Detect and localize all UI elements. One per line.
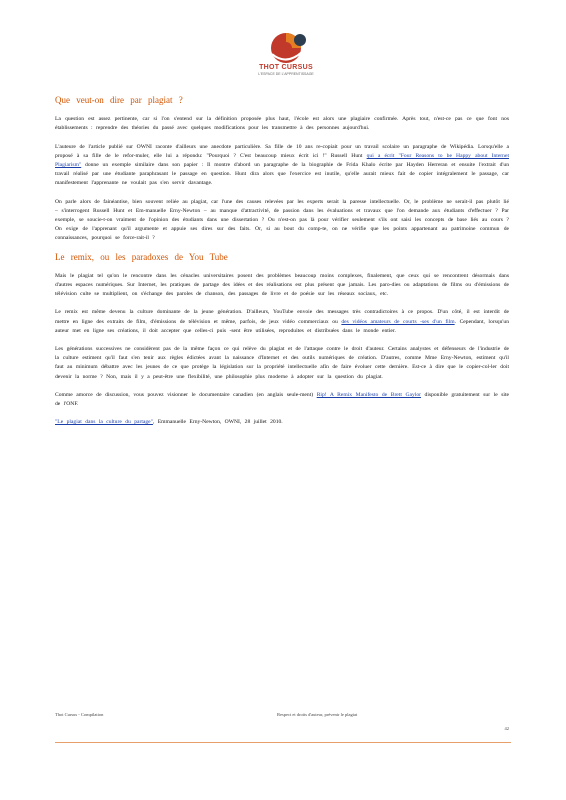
brand-tagline: L'ESPACE DE L'APPRENTISSAGE — [258, 72, 314, 76]
paragraph-text: Comme amorce de discussion, vous pouvez visionner le documentaire canadien (en anglais seule-ment) — [55, 391, 317, 398]
paragraph: On parle alors de fainéantise, bien souvent reliée au plagiat, car l'une des causes relevées par les experts serait la paresse intellectuelle. Or, le problème ne serait-il pas plutôt lié – s'interrogent Russell Hunt et Em-manuelle Erny-Newton – au manque d'attractivité, de passion dans les évaluations et travaux que l'on demande aux étudiants d'effectuer ? Par exemple, se soucie-t-on vraiment de l'opinion des étudiants dans une dissertation ? Ou n'est-on pas là pour vérifier seulement s'ils ont saisi les concepts de base liés au cours ? On exige de l'apprenant qu'il argumente et appuie ses dires sur des faits. Or, si au bout du comp-te, on ne vérifie que les points appartenant au patrimoine commun de connaissances, pourquoi se force-rait-il ? — [55, 198, 509, 242]
four-reasons-link[interactable]: qui a écrit "Four Reasons to be Happy about Internet Plagiarism" — [55, 152, 510, 169]
paragraph-text: disponible gratuitement sur le site de l'ONF. — [55, 391, 510, 408]
footer-rule — [55, 742, 511, 743]
reference-text: , Emmanuelle Erny-Newton, OWNI, 28 juillet 2010. — [152, 419, 283, 426]
section-title: Que veut-on dire par plagiat ? — [55, 95, 183, 105]
paragraph: Mais le plagiat tel qu'on le rencontre dans les cénacles universitaires posent des problèmes beaucoup moins complexes, finalement, que ceux qui se rencontrent désormais dans d'autres espaces numériques. Sur Internet, les pratiques de partage des idées et des réalisations est plus présent que jamais. Les paro-dies ou adaptations de films ou d'émissions de télévision culte se multiplient, on s'échange des paroles de chanson, des passages de livre et de poésie sur les réseaux sociaux, etc. — [55, 272, 509, 298]
paragraph — [55, 308, 509, 336]
paragraph-text: Le remix est même devenu la culture dominante de la jeune génération. D'ailleurs, YouTube envoie des messages très contradictoires à ce propos. D'un côté, il est interdit de mettre en ligne des extraits de film, d'émissions de télévision et même, parfois, de jeux vidéo commerciaux ou — [55, 309, 509, 325]
paragraph-text: donne un exemple similaire dans son papier : Il montre d'abord un paragraphe de la biographie de Frida Khalo écrite par Hayden Herreran et ensuite l'extrait d'un travail réalisé par une étudiante paraphrasant le passage en question. Hunt dira alors que l'exercice est inutile, qu'elle aurait mieux fait de copier intégralement le passage, car manifestement l'apprenante ne voulait pas s'en servir davantage. — [55, 162, 509, 187]
footer-left: Thot Cursus - Compilation — [55, 712, 104, 717]
paragraph: Les générations successives ne considèrent pas de la même façon ce qui relève du plagiat et de l'attaque contre le droit d'auteur. Certains analystes et défenseurs de l'industrie de la culture estiment qu'il faut s'en tenir aux règles édictées avant la naissance d'Internet et des outils numériques de création. D'autres, comme Mme Erny-Newton, estiment qu'il faut au minimum débattre avec les jeunes de ce que protège la législation sur la propriété intellectuelle afin de faire évoluer cette dernière. Est-ce à dire que le copier-col-ler doit devenir la norme ? Non, mais il y a peut-être une flexibilité, une philosophie plus moderne à adopter sur la question du plagiat. — [55, 346, 509, 380]
paragraph: La question est assez pertinente, car si l'on s'entend sur la définition proposée plus haut, l'école est alors une plagiaire confirmée. Après tout, n'est-ce pas ce que font nos établissements : reprendre des théories du passé avec quelques modifications pour les transmettre à des personnes aujourd'hui. — [55, 116, 509, 132]
paragraph-text: . Cependant, lorsqu'un auteur met en ligne ses créations, il doit accepter que celles-ci puis -sent être utilisées, reproduites et distribuées dans le monde entier. — [55, 318, 510, 334]
rip-remix-manifesto-link[interactable]: Rip! A Remix Manifesto de Brett Gaylor — [316, 391, 421, 398]
reference — [55, 418, 509, 427]
page-content — [55, 96, 509, 436]
paragraph — [55, 143, 509, 189]
page-number: 42 — [504, 726, 509, 731]
amateur-videos-link[interactable]: des vidéos amateurs de courts -ses d'un film — [341, 318, 455, 325]
footer-title: Respect et droits d'auteur, prévenir le plagiat — [277, 712, 358, 717]
section-title: Le remix, ou les paradoxes de You Tube — [55, 251, 228, 262]
plagiat-partage-link[interactable]: "Le plagiat dans la culture du partage" — [55, 419, 153, 426]
paragraph — [55, 391, 509, 409]
paragraph-text: L'auteure de l'article publié sur OWNI raconte d'ailleurs une anecdote particulière. Sa fille de 10 ans re-copiait pour un travail scolaire un paragraphe de Wikipédia. Lorsqu'elle a proposé à sa fille de le refor-muler, elle lui a répondu: "Pourquoi ? C'est beaucoup mieux écrit ici !" Russell Hunt — [55, 143, 509, 159]
brand-name: THOT CURSUS — [259, 64, 313, 71]
